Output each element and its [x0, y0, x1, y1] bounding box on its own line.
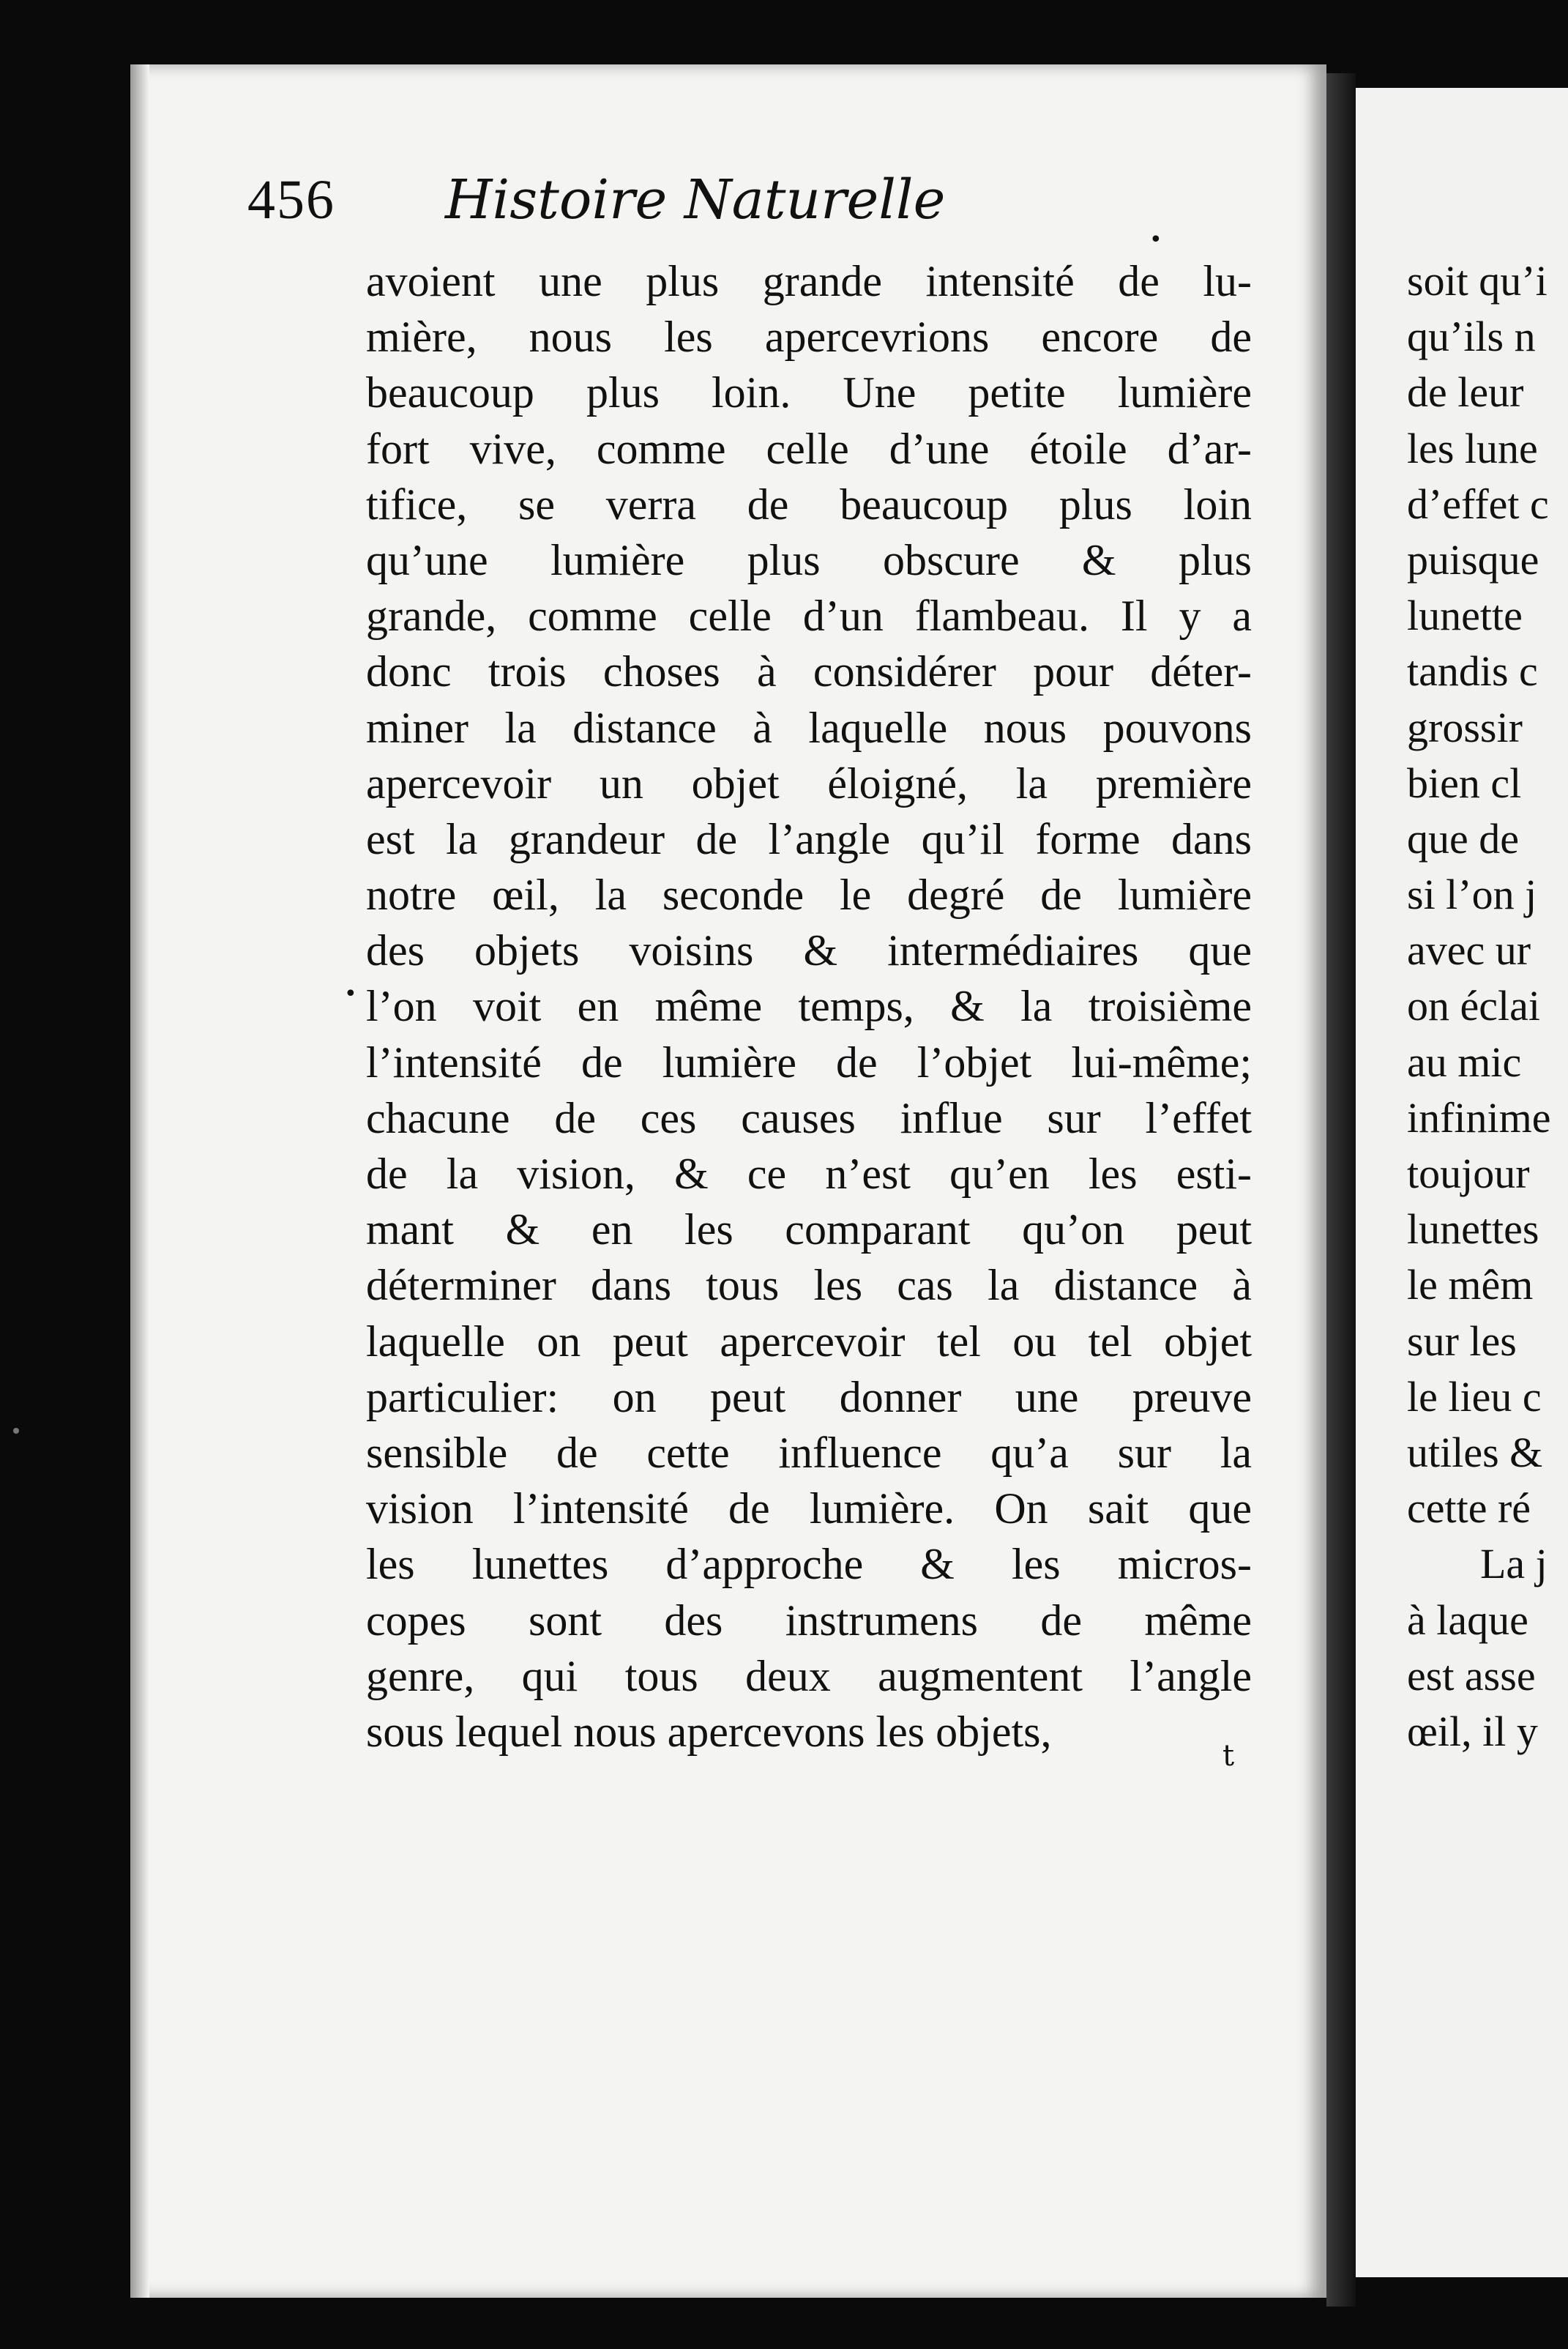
running-title: Histoire Naturelle	[445, 168, 946, 231]
text-line: tifice, se verra de beaucoup plus loin	[366, 480, 1252, 529]
right-text-line: de leur	[1407, 368, 1524, 417]
text-line: qu’une lumière plus obscure & plus	[366, 535, 1252, 584]
catchword: t	[1222, 1739, 1235, 1773]
text-line: beaucoup plus loin. Une petite lumière	[366, 368, 1252, 417]
text-line: chacune de ces causes influe sur l’effet	[366, 1093, 1252, 1142]
right-text-line: avec ur	[1407, 926, 1531, 975]
right-text-line: grossir	[1407, 703, 1523, 751]
text-line: fort vive, comme celle d’une étoile d’ar-	[366, 424, 1252, 473]
right-text-line: soit qu’i	[1407, 257, 1548, 305]
right-page-text	[1407, 253, 1568, 1760]
page-header	[247, 168, 945, 232]
text-line: avoient une plus grande intensité de lu-	[366, 257, 1252, 305]
right-text-line: à laque	[1407, 1596, 1528, 1644]
right-text-line: lunettes	[1407, 1205, 1539, 1254]
text-line: mant & en les comparant qu’on peut	[366, 1205, 1252, 1254]
right-text-line: qu’ils n	[1407, 313, 1536, 361]
text-line: particulier: on peut donner une preuve	[366, 1372, 1252, 1421]
ink-mark: •	[1149, 227, 1162, 253]
page-number: 456	[247, 169, 335, 231]
text-line: genre, qui tous deux augmentent l’angle	[366, 1651, 1252, 1700]
margin-mark: •	[344, 981, 357, 1007]
text-line: sous lequel nous apercevons les objets,	[366, 1707, 1052, 1756]
right-text-line: infinime	[1407, 1093, 1551, 1142]
text-line: sensible de cette influence qu’a sur la	[366, 1428, 1252, 1477]
body-text	[366, 253, 1252, 1760]
right-text-line: lunette	[1407, 592, 1523, 640]
right-text-line: sur les	[1407, 1317, 1517, 1365]
right-text-line: au mic	[1407, 1038, 1522, 1086]
text-line: miner la distance à laquelle nous pouvons	[366, 703, 1252, 752]
text-line: l’intensité de lumière de l’objet lui-même;	[366, 1038, 1252, 1087]
right-text-line: d’effet c	[1407, 480, 1549, 528]
book-spine	[1326, 73, 1356, 2307]
text-line: apercevoir un objet éloigné, la première	[366, 759, 1252, 808]
page-speck	[13, 1428, 19, 1434]
right-text-line: cette ré	[1407, 1484, 1531, 1533]
text-line: de la vision, & ce n’est qu’en les esti-	[366, 1150, 1252, 1198]
right-text-line: toujour	[1407, 1150, 1530, 1197]
right-text-line: le lieu c	[1407, 1372, 1542, 1421]
right-text-line: que de	[1407, 814, 1519, 863]
right-text-line: si l’on j	[1407, 871, 1537, 919]
text-line: mière, nous les apercevrions encore de	[366, 313, 1252, 362]
text-line: donc trois choses à considérer pour déter-	[366, 647, 1252, 696]
text-line: grande, comme celle d’un flambeau. Il y a	[366, 592, 1252, 641]
right-text-line: on éclai	[1407, 982, 1540, 1030]
text-line: laquelle on peut apercevoir tel ou tel objet	[366, 1317, 1252, 1366]
right-text-line: La j	[1480, 1540, 1548, 1588]
right-text-line: puisque	[1407, 535, 1539, 584]
text-line: l’on voit en même temps, & la troisième	[366, 982, 1252, 1031]
text-line: les lunettes d’approche & les micros-	[366, 1540, 1252, 1589]
text-line: copes sont des instrumens de même	[366, 1596, 1252, 1645]
right-text-line: bien cl	[1407, 759, 1522, 807]
right-text-line: est asse	[1407, 1651, 1536, 1700]
right-text-line: les lune	[1407, 424, 1538, 472]
text-line: déterminer dans tous les cas la distance à	[366, 1261, 1252, 1310]
text-line: vision l’intensité de lumière. On sait que	[366, 1484, 1252, 1533]
text-line: des objets voisins & intermédiaires que	[366, 926, 1252, 975]
right-text-line: tandis c	[1407, 647, 1538, 696]
right-text-line: le mêm	[1407, 1261, 1534, 1309]
right-text-line: œil, il y	[1407, 1707, 1538, 1755]
right-text-line: utiles &	[1407, 1428, 1543, 1476]
text-line: notre œil, la seconde le degré de lumière	[366, 871, 1252, 920]
text-line: est la grandeur de l’angle qu’il forme dans	[366, 814, 1252, 863]
